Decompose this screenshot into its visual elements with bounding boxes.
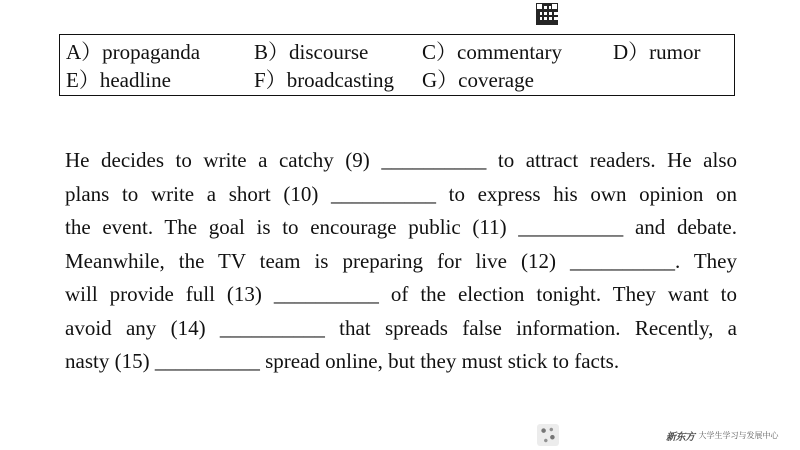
- option-word: rumor: [649, 40, 701, 64]
- answer-blank-9: __________: [381, 148, 487, 172]
- line-text: . They: [674, 248, 737, 273]
- answer-blank-10: __________: [330, 181, 436, 206]
- answer-blank-14: __________: [219, 315, 325, 340]
- option-letter: B）: [254, 40, 290, 64]
- line-text: to attract readers. He also: [486, 148, 738, 172]
- passage-line: [65, 347, 737, 381]
- option-word: headline: [99, 68, 171, 92]
- option-g: [422, 68, 534, 92]
- option-letter: D）: [613, 40, 650, 64]
- brand-mark: 新东方: [666, 431, 695, 443]
- passage: [65, 146, 737, 381]
- option-f: [254, 68, 394, 92]
- line-text: to express his own opinion on: [435, 181, 737, 206]
- qr-code-icon: [537, 424, 559, 446]
- option-letter: F）: [254, 68, 287, 92]
- option-d: [613, 40, 701, 64]
- option-letter: G）: [422, 68, 459, 92]
- line-text: nasty (15): [65, 349, 155, 373]
- line-text: He decides to write a catchy (9): [65, 148, 382, 172]
- word-bank-box: [59, 34, 735, 96]
- answer-blank-15: __________: [154, 349, 260, 373]
- passage-line: [65, 247, 737, 281]
- passage-line: [65, 213, 737, 247]
- option-word: propaganda: [102, 40, 201, 64]
- line-text: plans to write a short (10): [65, 181, 331, 206]
- passage-line: [65, 280, 737, 314]
- option-word: coverage: [458, 68, 534, 92]
- option-word: commentary: [457, 40, 562, 64]
- brand-name: 大学生学习与发展中心: [698, 430, 779, 440]
- option-letter: E）: [66, 68, 100, 92]
- answer-blank-13: __________: [273, 282, 379, 306]
- line-text: that spreads false information. Recently, a: [324, 315, 737, 340]
- line-text: Meanwhile, the TV team is preparing for live (12): [65, 248, 570, 273]
- qr-code-icon: [536, 3, 558, 25]
- answer-blank-11: __________: [518, 215, 624, 239]
- option-e: [66, 68, 171, 92]
- passage-line: [65, 146, 737, 180]
- line-text: of the election tonight. They want to: [378, 282, 737, 306]
- line-text: avoid any (14): [65, 315, 220, 340]
- option-letter: A）: [66, 40, 103, 64]
- brand-logo: [666, 428, 779, 442]
- option-word: discourse: [289, 40, 369, 64]
- passage-line: [65, 314, 737, 348]
- line-text: and debate.: [623, 215, 737, 239]
- answer-blank-12: __________: [569, 248, 675, 273]
- option-word: broadcasting: [286, 68, 394, 92]
- option-letter: C）: [422, 40, 458, 64]
- option-b: [254, 40, 368, 64]
- line-text: spread online, but they must stick to facts.: [259, 349, 620, 373]
- passage-line: [65, 180, 737, 214]
- option-c: [422, 40, 562, 64]
- line-text: will provide full (13): [65, 282, 274, 306]
- option-a: [66, 40, 200, 64]
- line-text: the event. The goal is to encourage public (11): [65, 215, 519, 239]
